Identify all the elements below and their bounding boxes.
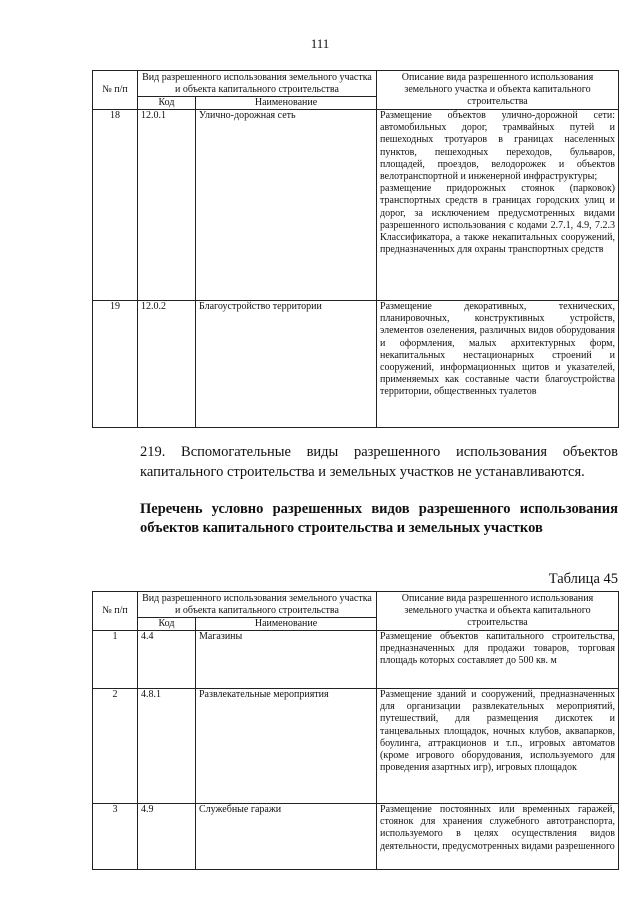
description-paragraph: Размещение декоративных, технических, планировочных, конструктивных устройств, элементов озеленения, различных видов оборудования и оформления, малых архитектурных форм, некапитальных нестационарных строений и сооружений, информационных щитов и указателей, применяемых как составные части благоустройства территории, общественных туалетов xyxy=(380,301,616,398)
table-row xyxy=(93,110,619,301)
row-name: Улично-дорожная сеть xyxy=(196,110,377,301)
description-paragraph: Размещение постоянных или временных гаражей, стоянок для хранения служебного автотранспорта, используемого в целях осуществления видов деятельности, предусмотренных видами разрешенного xyxy=(380,804,616,852)
description-paragraph: Размещение объектов улично-дорожной сети: автомобильных дорог, трамвайных путей и пешеходных тротуаров в границах населенных пунктов, пешеходных переходов, бульваров, площадей, проездов, велодорожек и объектов велотранспортной и инженерной инфраструктуры; xyxy=(380,110,616,183)
conditional-use-table xyxy=(92,591,619,870)
header-code: Код xyxy=(138,618,196,631)
row-description xyxy=(377,631,619,689)
description-paragraph: Размещение зданий и сооружений, предназначенных для организации развлекательных мероприятий, путешествий, для размещения дискотек и танцевальных площадок, ночных клубов, аквапарков, боулинга, аттракционов и т.п., игровых автоматов (кроме игрового оборудования, используемого для проведения азартных игр), игровых площадок xyxy=(380,689,616,774)
description-paragraph: Размещение объектов капитального строительства, предназначенных для продажи товаров, торговая площадь которых составляет до 500 кв. м xyxy=(380,631,616,667)
header-name: Наименование xyxy=(196,618,377,631)
row-number: 1 xyxy=(93,631,138,689)
land-use-table-continued xyxy=(92,70,619,428)
row-code: 12.0.1 xyxy=(138,110,196,301)
row-name: Благоустройство территории xyxy=(196,301,377,428)
header-description: Описание вида разрешенного использования земельного участка и объекта капитального строительства xyxy=(377,71,619,110)
header-description: Описание вида разрешенного использования земельного участка и объекта капитального строительства xyxy=(377,592,619,631)
header-use-group: Вид разрешенного использования земельного участка и объекта капитального строительства xyxy=(138,592,377,618)
row-name: Развлекательные мероприятия xyxy=(196,689,377,804)
table-row xyxy=(93,301,619,428)
description-paragraph: размещение придорожных стоянок (парковок) транспортных средств в границах городских улиц и дорог, за исключением предусмотренных видами разрешенного использования с кодами 2.7.1, 4.9, 7.2.3 Классификатора, а также некапитальных сооружений, предназначенных для охраны транспортных средств xyxy=(380,183,616,256)
header-name: Наименование xyxy=(196,97,377,110)
row-description xyxy=(377,301,619,428)
row-description xyxy=(377,110,619,301)
header-use-group: Вид разрешенного использования земельного участка и объекта капитального строительства xyxy=(138,71,377,97)
row-number: 18 xyxy=(93,110,138,301)
row-name: Служебные гаражи xyxy=(196,804,377,870)
table-label: Таблица 45 xyxy=(548,571,618,587)
row-code: 4.9 xyxy=(138,804,196,870)
table-row xyxy=(93,631,619,689)
section-heading: Перечень условно разрешенных видов разрешенного использования объектов капитального строительства и земельных участков xyxy=(140,501,618,536)
paragraph-219 xyxy=(92,442,618,482)
row-number: 2 xyxy=(93,689,138,804)
page-number: 111 xyxy=(310,36,330,51)
header-code: Код xyxy=(138,97,196,110)
header-number: № п/п xyxy=(93,71,138,110)
row-code: 12.0.2 xyxy=(138,301,196,428)
row-number: 3 xyxy=(93,804,138,870)
header-number: № п/п xyxy=(93,592,138,631)
paragraph-text: 219. Вспомогательные виды разрешенного использования объектов капитального строительства и земельных участков не устанавливаются. xyxy=(140,444,618,480)
table-row xyxy=(93,689,619,804)
row-description xyxy=(377,804,619,870)
row-code: 4.4 xyxy=(138,631,196,689)
table-row xyxy=(93,804,619,870)
row-code: 4.8.1 xyxy=(138,689,196,804)
row-description xyxy=(377,689,619,804)
row-name: Магазины xyxy=(196,631,377,689)
row-number: 19 xyxy=(93,301,138,428)
